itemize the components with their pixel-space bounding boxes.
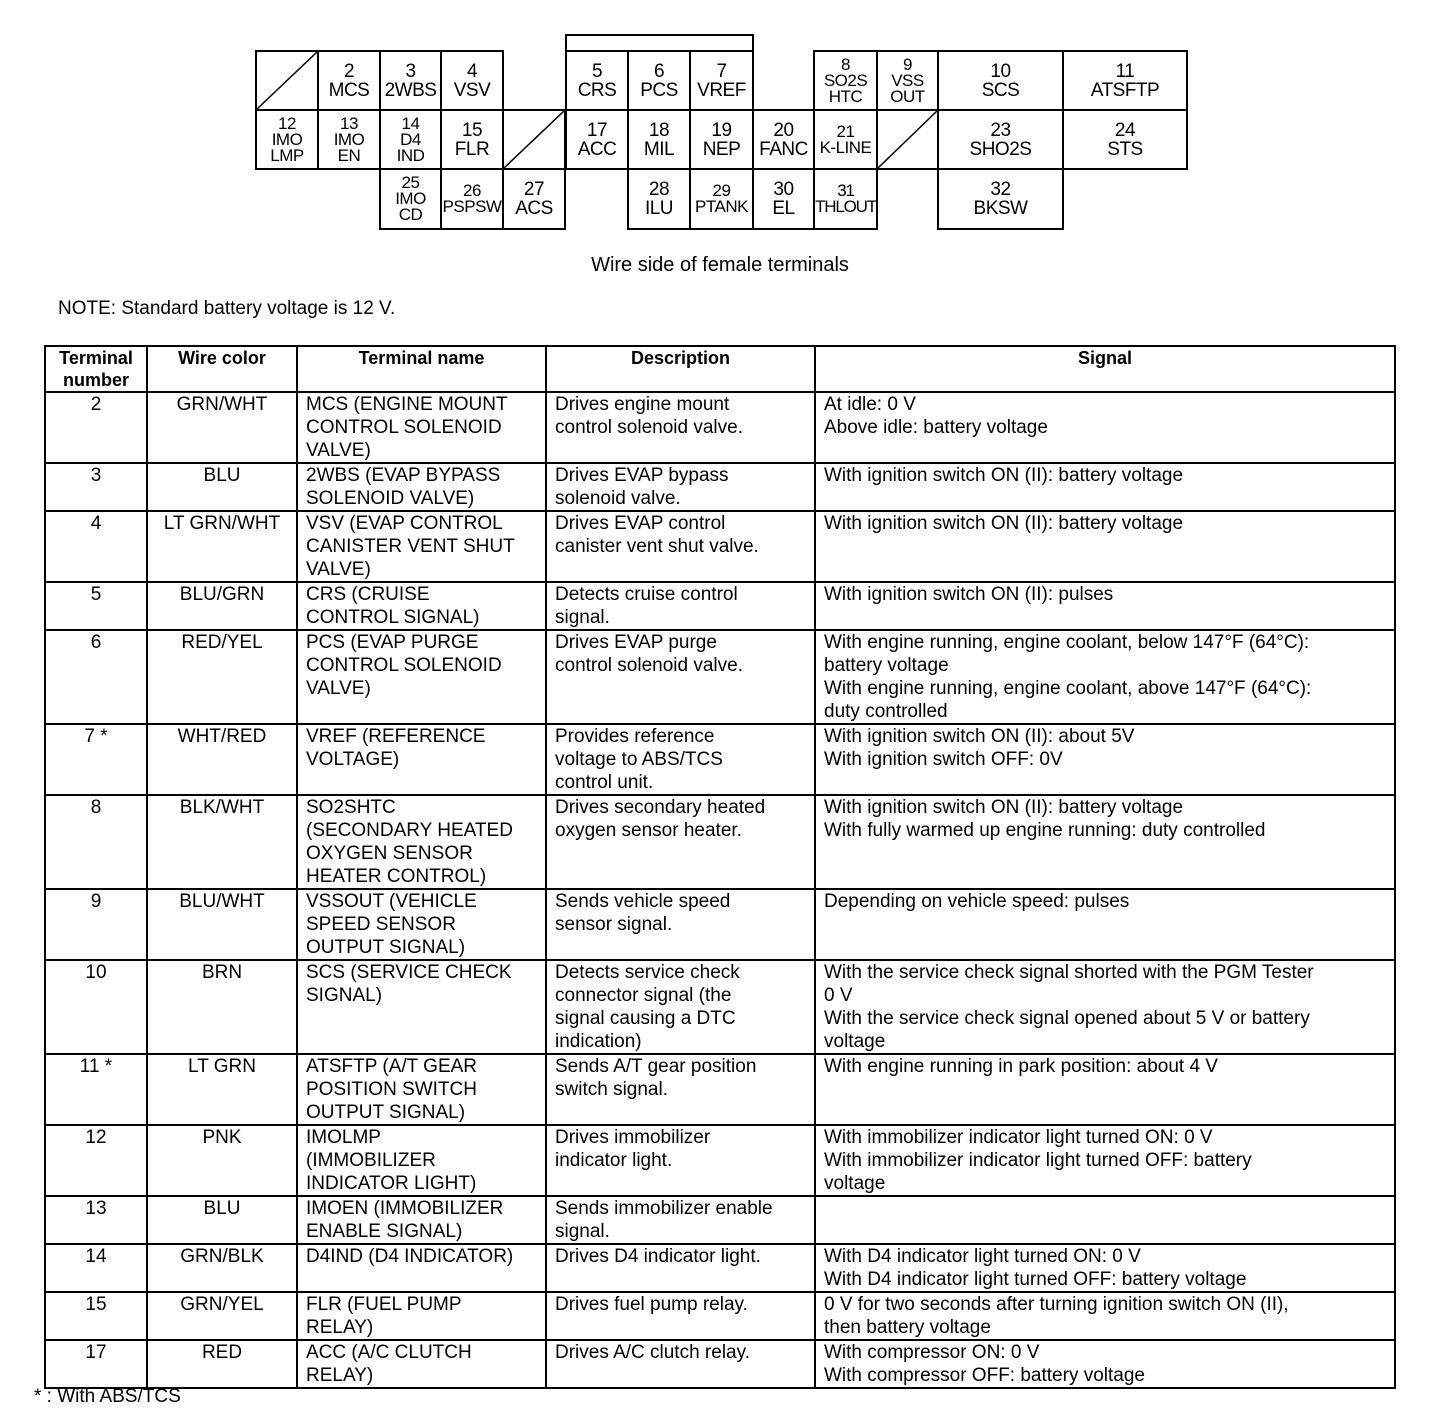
terminal-label: ACC (577, 138, 617, 160)
signal-cell: With ignition switch ON (II): battery voltage (815, 511, 1395, 582)
diagram-caption: Wire side of female terminals (591, 254, 849, 276)
terminal-number-cell: 10 (45, 960, 147, 1054)
terminal-7-cell (689, 50, 754, 111)
connector-diagram (0, 0, 1440, 240)
wire-color-cell: RED (147, 1340, 297, 1388)
terminal-label: SHO2S (969, 138, 1032, 160)
header-terminal-name: Terminal name (297, 346, 546, 392)
terminal-30-cell (752, 168, 815, 230)
terminal-label: THLOUT (815, 197, 876, 216)
description-cell: Detects service check connector signal (the signal causing a DTC indication) (546, 960, 815, 1054)
terminal-number: 20 (773, 119, 794, 141)
terminal-number: 28 (648, 179, 670, 200)
terminal-label: ACS (515, 198, 553, 219)
terminal-number: 9 (903, 54, 912, 74)
terminal-14-cell (379, 109, 442, 170)
table-row (45, 511, 1395, 582)
terminal-number: 10 (990, 60, 1011, 82)
terminal-25-cell (379, 168, 442, 230)
table-row (45, 1196, 1395, 1244)
description-cell: Detects cruise control signal. (546, 582, 815, 630)
terminal-number: 2 (343, 60, 355, 82)
table-row (45, 960, 1395, 1054)
footnote: * : With ABS/TCS (34, 1386, 181, 1407)
table-row (45, 582, 1395, 630)
terminal-number: 7 (716, 60, 727, 82)
terminal-18-cell (627, 109, 691, 170)
terminal-number: 18 (648, 119, 670, 141)
terminal-label: PSPSW (442, 197, 502, 216)
table-row (45, 630, 1395, 724)
terminal-2-cell (317, 50, 381, 111)
terminal-number: 24 (1114, 119, 1136, 141)
terminal-label: PTANK (695, 197, 748, 216)
table-body (45, 392, 1395, 1388)
terminal-label: VREF (697, 79, 746, 101)
signal-cell: Depending on vehicle speed: pulses (815, 889, 1395, 960)
terminal-label: VSS OUT (890, 70, 925, 106)
terminal-label: K-LINE (819, 137, 872, 157)
terminal-label: ATSFTP (1090, 79, 1160, 101)
voltage-note: NOTE: Standard battery voltage is 12 V. (58, 298, 396, 319)
table-row (45, 392, 1395, 463)
terminal-number-cell: 14 (45, 1244, 147, 1292)
terminal-name-cell: IMOLMP (IMMOBILIZER INDICATOR LIGHT) (297, 1125, 546, 1196)
terminal-number: 17 (586, 119, 608, 141)
terminal-12-cell (255, 109, 319, 170)
wire-color-cell: BLU (147, 1196, 297, 1244)
terminal-label: D4 IND (396, 129, 425, 165)
table-row (45, 1244, 1395, 1292)
terminal-label: PCS (640, 79, 678, 101)
terminal-number: 30 (773, 179, 794, 200)
empty-cell-1 (255, 50, 319, 111)
terminal-8-cell (813, 50, 878, 111)
terminal-label: IMO CD (395, 189, 426, 224)
terminal-label: ILU (644, 198, 674, 219)
terminal-name-cell: ATSFTP (A/T GEAR POSITION SWITCH OUTPUT SIGNAL) (297, 1054, 546, 1125)
terminal-label: CRS (577, 79, 617, 101)
wire-color-cell: BLU (147, 463, 297, 511)
terminal-name-cell: D4IND (D4 INDICATOR) (297, 1244, 546, 1292)
description-cell: Drives engine mount control solenoid valve. (546, 392, 815, 463)
terminal-number: 31 (837, 181, 854, 200)
terminal-number: 3 (405, 60, 416, 82)
terminal-label: VSV (453, 79, 491, 101)
wire-color-cell: GRN/WHT (147, 392, 297, 463)
description-cell: Drives secondary heated oxygen sensor heater. (546, 795, 815, 889)
header-description: Description (546, 346, 815, 392)
terminal-label: FANC (759, 138, 808, 160)
signal-cell: 0 V for two seconds after turning ignition switch ON (II), then battery voltage (815, 1292, 1395, 1340)
terminal-17-cell (565, 109, 629, 170)
terminal-number-cell: 8 (45, 795, 147, 889)
wire-color-cell: GRN/BLK (147, 1244, 297, 1292)
terminal-name-cell: 2WBS (EVAP BYPASS SOLENOID VALVE) (297, 463, 546, 511)
terminal-21-cell (813, 109, 878, 170)
description-cell: Sends vehicle speed sensor signal. (546, 889, 815, 960)
terminal-label: 2WBS (384, 79, 437, 101)
terminal-28-cell (627, 168, 691, 230)
terminal-name-cell: VREF (REFERENCE VOLTAGE) (297, 724, 546, 795)
description-cell: Drives EVAP bypass solenoid valve. (546, 463, 815, 511)
terminal-name-cell: MCS (ENGINE MOUNT CONTROL SOLENOID VALVE) (297, 392, 546, 463)
terminal-number-cell: 5 (45, 582, 147, 630)
signal-cell: With immobilizer indicator light turned ON: 0 V With immobilizer indicator light turned OFF: battery voltage (815, 1125, 1395, 1196)
terminal-label: FLR (454, 138, 490, 160)
terminal-15-cell (440, 109, 504, 170)
table-row (45, 1125, 1395, 1196)
empty-cell-16 (502, 109, 566, 170)
terminal-number-cell: 9 (45, 889, 147, 960)
terminal-number-cell: 6 (45, 630, 147, 724)
terminal-name-cell: VSSOUT (VEHICLE SPEED SENSOR OUTPUT SIGNAL) (297, 889, 546, 960)
terminal-label: SO2S HTC (823, 70, 868, 106)
table-row (45, 724, 1395, 795)
description-cell: Drives EVAP purge control solenoid valve. (546, 630, 815, 724)
signal-cell: With ignition switch ON (II): pulses (815, 582, 1395, 630)
terminal-number-cell: 13 (45, 1196, 147, 1244)
terminal-number: 21 (836, 121, 855, 141)
signal-cell: At idle: 0 V Above idle: battery voltage (815, 392, 1395, 463)
wire-color-cell: BLU/WHT (147, 889, 297, 960)
terminal-signal-table (44, 345, 1396, 1389)
terminal-9-cell (876, 50, 939, 111)
terminal-27-cell (502, 168, 566, 230)
signal-cell: With compressor ON: 0 V With compressor OFF: battery voltage (815, 1340, 1395, 1388)
signal-cell: With D4 indicator light turned ON: 0 V With D4 indicator light turned OFF: battery voltage (815, 1244, 1395, 1292)
terminal-number: 27 (523, 179, 545, 200)
wire-color-cell: BLK/WHT (147, 795, 297, 889)
terminal-label: STS (1107, 138, 1143, 160)
terminal-label: BKSW (973, 198, 1028, 219)
wire-color-cell: LT GRN (147, 1054, 297, 1125)
terminal-31-cell (813, 168, 878, 230)
wire-color-cell: LT GRN/WHT (147, 511, 297, 582)
terminal-label: EL (772, 198, 795, 219)
terminal-label: IMO EN (333, 129, 365, 165)
terminal-number-cell: 11 * (45, 1054, 147, 1125)
terminal-23-cell (937, 109, 1064, 170)
table-row (45, 1340, 1395, 1388)
table-header-row (45, 346, 1395, 392)
wire-color-cell: RED/YEL (147, 630, 297, 724)
terminal-13-cell (317, 109, 381, 170)
terminal-name-cell: FLR (FUEL PUMP RELAY) (297, 1292, 546, 1340)
terminal-24-cell (1062, 109, 1188, 170)
description-cell: Drives A/C clutch relay. (546, 1340, 815, 1388)
terminal-name-cell: PCS (EVAP PURGE CONTROL SOLENOID VALVE) (297, 630, 546, 724)
terminal-number: 5 (591, 60, 603, 82)
terminal-number: 32 (990, 179, 1011, 200)
terminal-number: 15 (461, 119, 483, 141)
signal-cell: With the service check signal shorted with the PGM Tester 0 V With the service check signal opened about 5 V or battery voltage (815, 960, 1395, 1054)
table-row (45, 463, 1395, 511)
terminal-name-cell: VSV (EVAP CONTROL CANISTER VENT SHUT VALVE) (297, 511, 546, 582)
signal-cell: With ignition switch ON (II): battery voltage With fully warmed up engine running: duty controlled (815, 795, 1395, 889)
terminal-6-cell (627, 50, 691, 111)
terminal-name-cell: ACC (A/C CLUTCH RELAY) (297, 1340, 546, 1388)
terminal-label: MCS (328, 79, 370, 101)
terminal-number: 11 (1115, 60, 1135, 82)
terminal-number: 14 (401, 113, 420, 133)
terminal-number: 23 (990, 119, 1011, 141)
terminal-label: IMO LMP (270, 129, 304, 165)
terminal-label: SCS (981, 79, 1020, 101)
terminal-name-cell: IMOEN (IMMOBILIZER ENABLE SIGNAL) (297, 1196, 546, 1244)
terminal-number: 4 (466, 60, 478, 82)
wire-color-cell: BRN (147, 960, 297, 1054)
terminal-20-cell (752, 109, 815, 170)
wire-color-cell: GRN/YEL (147, 1292, 297, 1340)
header-terminal-number: Terminal number (45, 346, 147, 392)
terminal-number-cell: 17 (45, 1340, 147, 1388)
description-cell: Sends immobilizer enable signal. (546, 1196, 815, 1244)
description-cell: Drives immobilizer indicator light. (546, 1125, 815, 1196)
table-row (45, 1054, 1395, 1125)
terminal-32-cell (937, 168, 1064, 230)
terminal-number-cell: 7 * (45, 724, 147, 795)
terminal-11-cell (1062, 50, 1188, 111)
header-wire-color: Wire color (147, 346, 297, 392)
terminal-name-cell: CRS (CRUISE CONTROL SIGNAL) (297, 582, 546, 630)
terminal-number-cell: 3 (45, 463, 147, 511)
terminal-number: 25 (401, 173, 420, 192)
wire-color-cell: BLU/GRN (147, 582, 297, 630)
terminal-29-cell (689, 168, 754, 230)
terminal-number: 6 (653, 60, 665, 82)
terminal-name-cell: SO2SHTC (SECONDARY HEATED OXYGEN SENSOR HEATER CONTROL) (297, 795, 546, 889)
signal-cell: With ignition switch ON (II): battery voltage (815, 463, 1395, 511)
description-cell: Provides reference voltage to ABS/TCS control unit. (546, 724, 815, 795)
table-row (45, 795, 1395, 889)
signal-cell: With engine running, engine coolant, below 147°F (64°C): battery voltage With engine running, engine coolant, above 147°F (64°C): duty controlled (815, 630, 1395, 724)
terminal-number: 13 (340, 113, 358, 133)
table-row (45, 1292, 1395, 1340)
header-signal: Signal (815, 346, 1395, 392)
description-cell: Drives D4 indicator light. (546, 1244, 815, 1292)
signal-cell: With engine running in park position: about 4 V (815, 1054, 1395, 1125)
wire-color-cell: PNK (147, 1125, 297, 1196)
description-cell: Sends A/T gear position switch signal. (546, 1054, 815, 1125)
terminal-name-cell: SCS (SERVICE CHECK SIGNAL) (297, 960, 546, 1054)
terminal-10-cell (937, 50, 1064, 111)
terminal-number: 26 (463, 181, 481, 200)
terminal-number: 19 (711, 119, 732, 141)
signal-cell (815, 1196, 1395, 1244)
terminal-number-cell: 4 (45, 511, 147, 582)
empty-cell-22 (876, 109, 939, 170)
terminal-26-cell (440, 168, 504, 230)
terminal-label: NEP (702, 138, 741, 160)
terminal-4-cell (440, 50, 504, 111)
terminal-number-cell: 15 (45, 1292, 147, 1340)
terminal-5-cell (565, 50, 629, 111)
table-row (45, 889, 1395, 960)
terminal-3-cell (379, 50, 442, 111)
wire-color-cell: WHT/RED (147, 724, 297, 795)
description-cell: Drives fuel pump relay. (546, 1292, 815, 1340)
signal-cell: With ignition switch ON (II): about 5V With ignition switch OFF: 0V (815, 724, 1395, 795)
terminal-number: 12 (278, 113, 296, 133)
terminal-number-cell: 2 (45, 392, 147, 463)
terminal-label: MIL (643, 138, 675, 160)
description-cell: Drives EVAP control canister vent shut valve. (546, 511, 815, 582)
terminal-number-cell: 12 (45, 1125, 147, 1196)
terminal-19-cell (689, 109, 754, 170)
terminal-number: 8 (841, 54, 850, 74)
terminal-number: 29 (712, 181, 731, 200)
